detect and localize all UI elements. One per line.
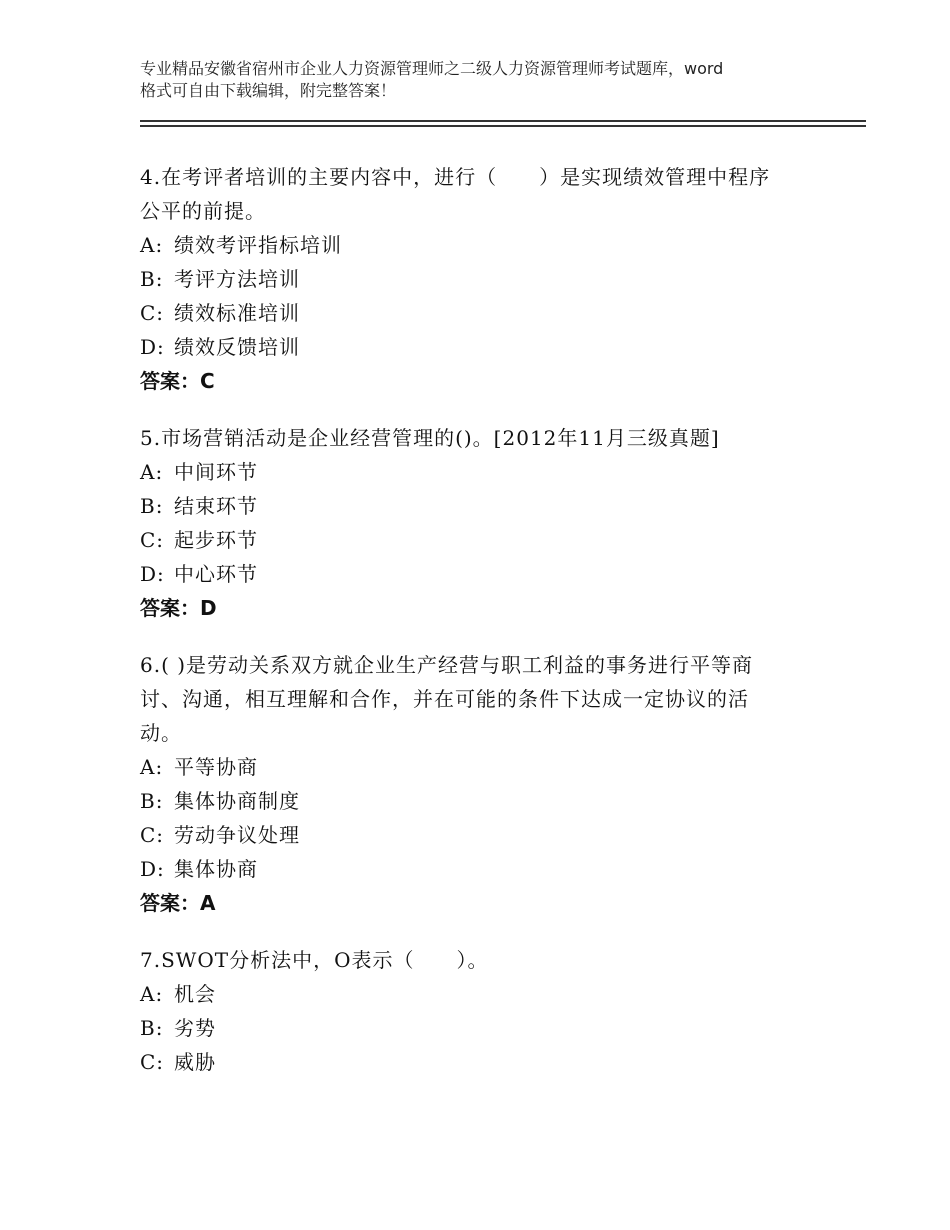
option-letter: A:	[140, 982, 164, 1006]
option-b[interactable]	[140, 262, 820, 296]
option-letter: B:	[140, 789, 164, 813]
option-letter: B:	[140, 1016, 164, 1040]
question-stem: 4.在考评者培训的主要内容中，进行（ ）是实现绩效管理中程序	[140, 165, 771, 189]
question-7	[140, 943, 820, 1079]
option-letter: C:	[140, 528, 165, 552]
question-stem-continued: 公平的前提。	[140, 199, 266, 223]
option-letter: A:	[140, 233, 164, 257]
question-stem: 6.( )是劳动关系双方就企业生产经营与职工利益的事务进行平等商	[140, 653, 754, 677]
option-d[interactable]	[140, 330, 820, 364]
option-text: 中心环节	[174, 562, 258, 586]
answer-label: 答案：C	[140, 369, 215, 393]
option-text: 劣势	[174, 1016, 216, 1040]
option-c[interactable]	[140, 296, 820, 330]
option-letter: A:	[140, 460, 164, 484]
option-text: 考评方法培训	[174, 267, 300, 291]
option-text: 集体协商制度	[174, 789, 300, 813]
header-title-line-1: 专业精品安徽省宿州市企业人力资源管理师之二级人力资源管理师考试题库，word	[140, 59, 724, 78]
option-b[interactable]	[140, 489, 820, 523]
option-letter: D:	[140, 335, 165, 359]
question-stem: 7.SWOT分析法中，O表示（ ）。	[140, 948, 489, 972]
option-b[interactable]	[140, 784, 820, 818]
option-letter: D:	[140, 857, 165, 881]
option-c[interactable]	[140, 1045, 820, 1079]
option-text: 平等协商	[174, 755, 258, 779]
option-letter: C:	[140, 823, 165, 847]
document-header	[140, 58, 840, 102]
option-letter: C:	[140, 301, 165, 325]
question-6	[140, 648, 820, 920]
option-c[interactable]	[140, 818, 820, 852]
header-divider-top	[140, 120, 866, 122]
option-a[interactable]	[140, 455, 820, 489]
question-stem: 5.市场营销活动是企业经营管理的()。[2012年11月三级真题]	[140, 426, 720, 450]
question-list	[140, 160, 820, 1102]
option-text: 结束环节	[174, 494, 258, 518]
option-text: 绩效反馈培训	[174, 335, 300, 359]
option-text: 机会	[174, 982, 216, 1006]
option-d[interactable]	[140, 852, 820, 886]
option-letter: A:	[140, 755, 164, 779]
option-a[interactable]	[140, 228, 820, 262]
option-text: 绩效标准培训	[174, 301, 300, 325]
question-5	[140, 421, 820, 625]
option-text: 集体协商	[174, 857, 258, 881]
option-letter: C:	[140, 1050, 165, 1074]
option-d[interactable]	[140, 557, 820, 591]
answer-label: 答案：A	[140, 891, 216, 915]
option-text: 威胁	[174, 1050, 216, 1074]
option-text: 绩效考评指标培训	[174, 233, 342, 257]
header-divider-bottom	[140, 125, 866, 127]
option-letter: B:	[140, 494, 164, 518]
option-letter: B:	[140, 267, 164, 291]
question-stem-continued: 动。	[140, 721, 182, 745]
option-b[interactable]	[140, 1011, 820, 1045]
option-c[interactable]	[140, 523, 820, 557]
option-a[interactable]	[140, 750, 820, 784]
option-a[interactable]	[140, 977, 820, 1011]
answer-label: 答案：D	[140, 596, 217, 620]
option-text: 中间环节	[174, 460, 258, 484]
option-text: 起步环节	[174, 528, 258, 552]
option-text: 劳动争议处理	[174, 823, 300, 847]
option-letter: D:	[140, 562, 165, 586]
question-stem-continued: 讨、沟通，相互理解和合作，并在可能的条件下达成一定协议的活	[140, 687, 749, 711]
header-title-line-2: 格式可自由下载编辑，附完整答案！	[140, 81, 397, 100]
question-4	[140, 160, 820, 398]
